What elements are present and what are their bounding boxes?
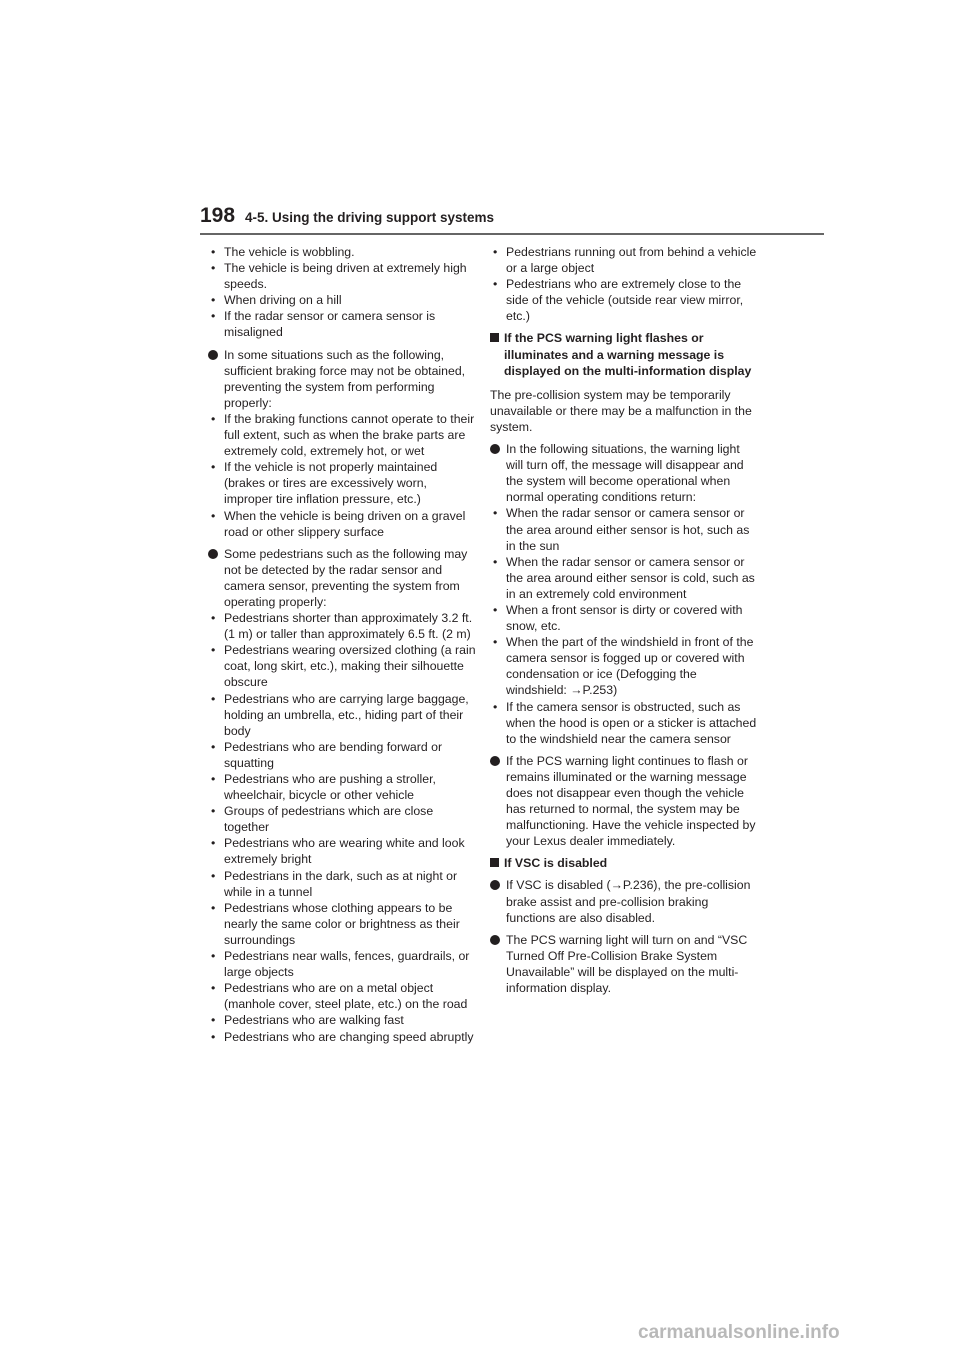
body-paragraph: The pre-collision system may be temporarily unavailable or there may be a malfunction in the system. <box>490 387 752 434</box>
subsection-heading: If VSC is disabled <box>490 855 760 871</box>
list-item: • Pedestrians who are wearing white and look extremely bright <box>211 836 465 867</box>
page-number: 198 <box>200 204 236 227</box>
bullet-paragraph: If the PCS warning light continues to flash or remains illuminated or the warning message does not disappear even though the vehicle has returned to normal, the system may be malfunctioning. Have the vehicle inspected by your Lexus dealer immediately. <box>490 753 760 850</box>
list-item: • Pedestrians running out from behind a vehicle or a large object <box>493 245 757 276</box>
bullet-circle-icon <box>490 880 500 890</box>
section-title: 4-5. Using the driving support systems <box>245 210 495 225</box>
page-header <box>200 204 824 236</box>
heading-square-icon <box>490 858 499 867</box>
bullet-paragraph: If VSC is disabled (→P.236), the pre-collision brake assist and pre-collision braking functions are also disabled. <box>490 877 760 925</box>
list-item: • Pedestrians who are on a metal object (manhole cover, steel plate, etc.) on the road <box>211 981 468 1012</box>
list-item: • The vehicle is being driven at extremely high speeds. <box>211 261 467 292</box>
subsection-heading: If the PCS warning light flashes or illuminates and a warning message is displayed on the multi-information display <box>490 330 760 378</box>
bullet-paragraph: In some situations such as the following, sufficient braking force may not be obtained, preventing the system from performing properly: <box>208 347 478 411</box>
list-item: • When driving on a hill <box>211 293 342 308</box>
list-item: • Pedestrians who are pushing a stroller, wheelchair, bicycle or other vehicle <box>211 772 436 803</box>
list-item: • If the braking functions cannot operate to their full extent, such as when the brake parts are extremely cold, extremely hot, or wet <box>211 411 475 459</box>
list-item: • Pedestrians who are changing speed abruptly <box>211 1029 474 1044</box>
list-item: • When the part of the windshield in front of the camera sensor is fogged up or covered with condensation or ice (Defogging the windshield: →P.253) <box>493 635 754 698</box>
list-item: • When a front sensor is dirty or covered with snow, etc. <box>493 602 743 634</box>
bullet-circle-icon <box>490 444 500 454</box>
list-item: • Pedestrians near walls, fences, guardrails, or large objects <box>211 949 470 980</box>
list-item: • When the vehicle is being driven on a gravel road or other slippery surface <box>211 508 466 539</box>
bullet-paragraph: Some pedestrians such as the following may not be detected by the radar sensor and camera sensor, preventing the system from operating properly: <box>208 546 478 610</box>
right-column <box>490 244 760 996</box>
list-item: • Pedestrians wearing oversized clothing (a rain coat, long skirt, etc.), making their silhouette obscure <box>211 643 476 690</box>
left-column <box>208 244 478 1045</box>
list-item: • Groups of pedestrians which are close together <box>211 804 434 835</box>
list-item: • Pedestrians who are bending forward or squatting <box>211 739 443 770</box>
bullet-circle-icon <box>490 756 500 766</box>
list-item: • If the radar sensor or camera sensor is misaligned <box>211 309 436 340</box>
bullet-paragraph: In the following situations, the warning light will turn off, the message will disappear and the system will become operational when normal operating conditions return: <box>490 441 760 505</box>
site-watermark: carmanualsonline.info <box>638 1322 840 1343</box>
bullet-circle-icon <box>208 350 218 360</box>
bullet-circle-icon <box>490 935 500 945</box>
list-item: • Pedestrians shorter than approximately 3.2 ft. (1 m) or taller than approximately 6.5 ft. (2 m) <box>211 611 473 642</box>
bullet-circle-icon <box>208 549 218 559</box>
list-item: • Pedestrians whose clothing appears to be nearly the same color or brightness as their surroundings <box>211 900 460 947</box>
list-item: • If the camera sensor is obstructed, such as when the hood is open or a sticker is attached to the windshield near the camera sensor <box>493 699 757 746</box>
list-item: • Pedestrians who are walking fast <box>211 1013 404 1028</box>
list-item: • If the vehicle is not properly maintained (brakes or tires are excessively worn, improper tire inflation pressure, etc.) <box>211 460 438 507</box>
list-item: • Pedestrians in the dark, such as at night or while in a tunnel <box>211 868 458 899</box>
list-item: • When the radar sensor or camera sensor or the area around either sensor is cold, such as in an extremely cold environment <box>493 554 755 601</box>
bullet-paragraph: The PCS warning light will turn on and “VSC Turned Off Pre-Collision Brake System Unavailable” will be displayed on the multi-information display. <box>490 932 760 996</box>
list-item: • When the radar sensor or camera sensor or the area around either sensor is hot, such as in the sun <box>493 506 750 553</box>
list-item: • Pedestrians who are carrying large baggage, holding an umbrella, etc., hiding part of their body <box>211 691 469 738</box>
list-item: • Pedestrians who are extremely close to the side of the vehicle (outside rear view mirror, etc.) <box>493 277 744 324</box>
heading-square-icon <box>490 333 499 342</box>
header-divider <box>200 233 824 235</box>
list-item: • The vehicle is wobbling. <box>211 245 355 259</box>
